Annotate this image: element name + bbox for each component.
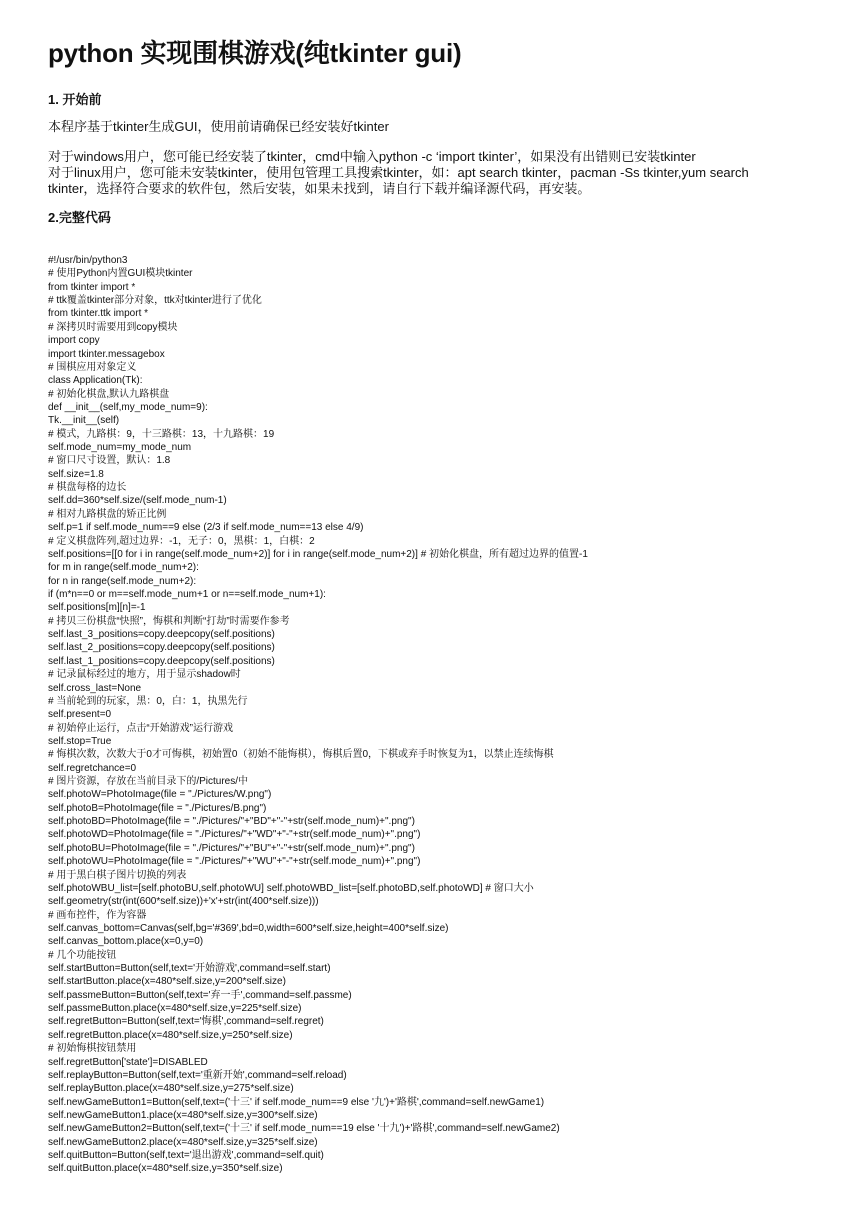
section-heading-code: 2.完整代码 xyxy=(48,210,111,225)
code-line: self.p=1 if self.mode_num==9 else (2/3 if self.mode_num==13 else 4/9) xyxy=(48,522,364,534)
code-line: self.last_1_positions=copy.deepcopy(self.positions) xyxy=(48,655,275,667)
code-line: self.photoB=PhotoImage(file = "./Pictures/B.png") xyxy=(48,802,267,814)
code-line: self.size=1.8 xyxy=(48,468,104,480)
code-line: self.regretchance=0 xyxy=(48,762,137,774)
code-line: from tkinter import * xyxy=(48,281,136,293)
code-line: for m in range(self.mode_num+2): xyxy=(48,562,199,574)
code-line: Tk.__init__(self) xyxy=(48,415,120,427)
code-line: self.last_3_positions=copy.deepcopy(self.positions) xyxy=(48,629,275,641)
code-line: self.regretButton.place(x=480*self.size,y=250*self.size) xyxy=(48,1029,293,1041)
code-line: self.dd=360*self.size/(self.mode_num-1) xyxy=(48,495,227,507)
code-line: # 深拷贝时需要用到copy模块 xyxy=(48,321,178,333)
code-line: self.photoWU=PhotoImage(file = "./Pictures/"+"WU"+"-"+str(self.mode_num)+".png") xyxy=(48,856,421,868)
code-line: self.quitButton.place(x=480*self.size,y=350*self.size) xyxy=(48,1163,283,1175)
code-line: self.canvas_bottom.place(x=0,y=0) xyxy=(48,936,204,948)
code-line: self.canvas_bottom=Canvas(self,bg='#369',bd=0,width=600*self.size,height=400*self.size) xyxy=(48,922,449,934)
code-line: # 围棋应用对象定义 xyxy=(48,361,137,373)
code-line: self.regretButton=Button(self,text='悔棋',command=self.regret) xyxy=(48,1016,324,1028)
code-line: self.newGameButton2.place(x=480*self.size,y=325*self.size) xyxy=(48,1136,318,1148)
code-line: self.replayButton=Button(self,text='重新开始',command=self.reload) xyxy=(48,1069,347,1081)
page-title: python 实现围棋游戏(纯tkinter gui) xyxy=(48,38,462,68)
linux-paragraph: 对于linux用户，您可能未安装tkinter，使用包管理工具搜索tkinter，如：apt search tkinter，pacman -Ss tkinter,yum search tkinter，选择符合要求的软件包，然后安装，如果未找到，请自行下载并编译源代码，再安装。 xyxy=(48,165,749,196)
code-line: import tkinter.messagebox xyxy=(48,348,165,360)
code-line: # 使用Python内置GUI模块tkinter xyxy=(48,268,193,280)
code-line: self.newGameButton1.place(x=480*self.size,y=300*self.size) xyxy=(48,1110,318,1121)
code-line: self.replayButton.place(x=480*self.size,y=275*self.size) xyxy=(48,1083,294,1095)
code-line: self.geometry(str(int(600*self.size))+'x'+str(int(400*self.size))) xyxy=(48,896,319,908)
code-line: if (m*n==0 or m==self.mode_num+1 or n==self.mode_num+1): xyxy=(48,588,326,600)
code-line: self.mode_num=my_mode_num xyxy=(48,442,192,454)
code-line: self.passmeButton.place(x=480*self.size,y=225*self.size) xyxy=(48,1003,302,1015)
code-line: self.newGameButton2=Button(self,text=('十三' if self.mode_num==19 else '十九')+'路棋',command=self.newGame2) xyxy=(48,1123,560,1135)
code-line: # 记录鼠标经过的地方，用于显示shadow时 xyxy=(48,669,241,681)
code-line: self.last_2_positions=copy.deepcopy(self.positions) xyxy=(48,642,275,654)
section-heading-start: 1. 开始前 xyxy=(48,92,102,107)
code-line: # 当前轮到的玩家，黑：0，白：1，执黑先行 xyxy=(48,695,248,707)
code-block xyxy=(48,254,838,1176)
code-line: self.startButton=Button(self,text='开始游戏',command=self.start) xyxy=(48,963,331,975)
code-line: from tkinter.ttk import * xyxy=(48,308,149,320)
code-line: # 窗口尺寸设置，默认：1.8 xyxy=(48,455,171,467)
code-line: for n in range(self.mode_num+2): xyxy=(48,575,197,587)
code-line: class Application(Tk): xyxy=(48,375,143,387)
code-line: # 几个功能按钮 xyxy=(48,949,117,961)
code-line: # ttk覆盖tkinter部分对象，ttk对tkinter进行了优化 xyxy=(48,295,262,307)
code-line: self.positions[m][n]=-1 xyxy=(48,602,146,614)
code-line: self.cross_last=None xyxy=(48,682,142,694)
code-line: self.photoWBU_list=[self.photoBU,self.photoWU] self.photoWBD_list=[self.photoBD,self.photoWD] # 窗口大小 xyxy=(48,882,534,894)
code-line: self.photoBD=PhotoImage(file = "./Pictures/"+"BD"+"-"+str(self.mode_num)+".png") xyxy=(48,816,415,828)
code-line: # 初始化棋盘,默认九路棋盘 xyxy=(48,388,170,400)
code-line: self.quitButton=Button(self,text='退出游戏',command=self.quit) xyxy=(48,1150,324,1162)
code-line: self.stop=True xyxy=(48,735,112,747)
code-line: self.present=0 xyxy=(48,709,112,721)
code-line: # 定义棋盘阵列,超过边界：-1，无子：0，黑棋：1，白棋：2 xyxy=(48,535,315,547)
code-line: # 悔棋次数，次数大于0才可悔棋，初始置0（初始不能悔棋），悔棋后置0，下棋或弃手时恢复为1，以禁止连续悔棋 xyxy=(48,749,554,761)
code-line: self.photoBU=PhotoImage(file = "./Pictures/"+"BU"+"-"+str(self.mode_num)+".png") xyxy=(48,842,415,854)
windows-paragraph: 对于windows用户，您可能已经安装了tkinter，cmd中输入python -c ‘import tkinter’，如果没有出错则已安装tkinter xyxy=(48,149,696,164)
code-line: # 用于黑白棋子图片切换的列表 xyxy=(48,869,187,881)
code-line: self.startButton.place(x=480*self.size,y=200*self.size) xyxy=(48,976,286,988)
code-line: # 相对九路棋盘的矫正比例 xyxy=(48,508,167,520)
code-line: import copy xyxy=(48,335,100,347)
code-line: # 图片资源，存放在当前目录下的/Pictures/中 xyxy=(48,776,249,788)
code-line: self.newGameButton1=Button(self,text=('十三' if self.mode_num==9 else '九')+'路棋',command=self.newGame1) xyxy=(48,1096,545,1108)
code-line: # 棋盘每格的边长 xyxy=(48,482,127,494)
code-line: self.regretButton['state']=DISABLED xyxy=(48,1056,208,1068)
code-line: #!/usr/bin/python3 xyxy=(48,255,128,266)
code-line: self.positions=[[0 for i in range(self.mode_num+2)] for i in range(self.mode_num+2)] # 初始化棋盘，所有超过边界的值置-1 xyxy=(48,548,588,560)
code-line: # 画布控件，作为容器 xyxy=(48,909,147,921)
code-line: # 模式，九路棋：9，十三路棋：13，十九路棋：19 xyxy=(48,428,275,440)
code-line: self.passmeButton=Button(self,text='弃一手',command=self.passme) xyxy=(48,989,352,1001)
code-line: # 初始悔棋按钮禁用 xyxy=(48,1043,137,1055)
code-line: # 初始停止运行，点击“开始游戏”运行游戏 xyxy=(48,722,233,734)
code-line: self.photoW=PhotoImage(file = "./Pictures/W.png") xyxy=(48,789,272,801)
code-line: # 拷贝三份棋盘“快照”，悔棋和判断“打劫”时需要作参考 xyxy=(48,615,290,627)
code-line: self.photoWD=PhotoImage(file = "./Pictures/"+"WD"+"-"+str(self.mode_num)+".png") xyxy=(48,829,421,841)
intro-paragraph: 本程序基于tkinter生成GUI，使用前请确保已经安装好tkinter xyxy=(48,119,389,134)
code-line: def __init__(self,my_mode_num=9): xyxy=(48,401,208,413)
